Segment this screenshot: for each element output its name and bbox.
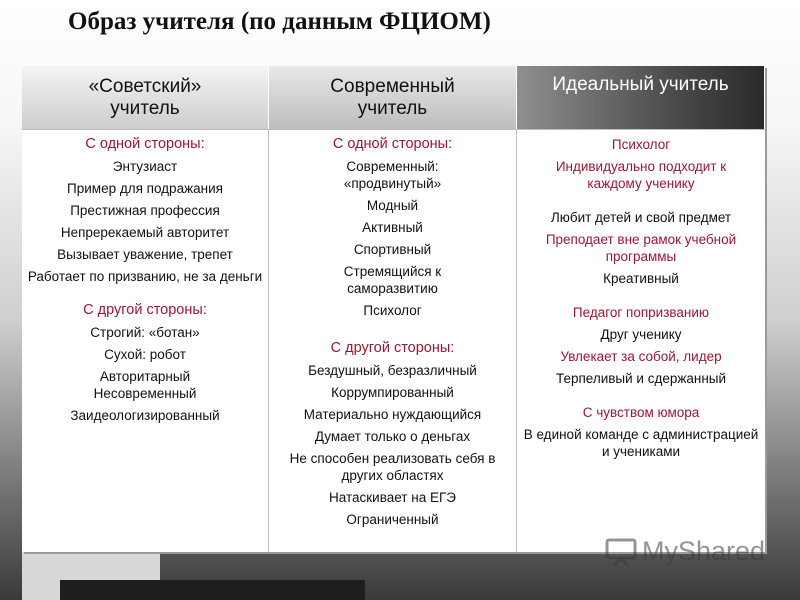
list-item: Современный: «продвинутый» xyxy=(343,159,442,191)
list-item: Вызывает уважение, трепет xyxy=(57,247,233,262)
decor-block-dark xyxy=(60,580,365,600)
list-item: Заидеологизированный xyxy=(70,408,220,423)
list-item: Натаскивает на ЕГЭ xyxy=(329,490,456,505)
header-modern-teacher xyxy=(269,66,517,129)
list-item: Психолог xyxy=(611,137,671,152)
list-item: Терпеливый и сдержанный xyxy=(555,371,727,386)
list-item: Пример для подражания xyxy=(67,181,223,196)
list-item: Ограниченный xyxy=(346,512,439,527)
list-item: Преподает вне рамок учебной программы xyxy=(545,232,737,264)
header-line: «Советский» xyxy=(88,75,202,97)
column-modern xyxy=(269,129,517,552)
list-item: Педагог попризванию xyxy=(572,305,710,320)
list-item: Сухой: робот xyxy=(104,347,186,362)
list-item: Стремящийся к саморазвитию xyxy=(343,264,442,296)
list-item: Модный xyxy=(366,198,419,213)
list-item: В единой команде с администрацией и учениками xyxy=(523,427,759,459)
page-title: Образ учителя (по данным ФЦИОМ) xyxy=(68,8,491,35)
watermark-logo xyxy=(604,536,765,567)
list-item: Непререкаемый авторитет xyxy=(60,225,230,240)
header-line: Современный xyxy=(330,75,455,97)
list-item: С чувством юмора xyxy=(582,405,700,420)
list-item: Друг ученику xyxy=(600,327,682,342)
list-item: Увлекает за собой, лидер xyxy=(560,349,722,364)
section-other-side: С другой стороны: xyxy=(330,340,455,356)
list-item: Авторитарный Несовременный xyxy=(93,369,197,401)
column-ideal xyxy=(517,129,765,552)
header-soviet-teacher xyxy=(22,66,269,129)
list-item: Активный xyxy=(362,220,423,235)
list-item: Спортивный xyxy=(353,242,432,257)
list-item: Любит детей и свой предмет xyxy=(550,210,732,225)
header-line: учитель xyxy=(357,97,428,119)
watermark-text: MyShared xyxy=(642,536,766,566)
comparison-table xyxy=(22,66,765,552)
list-item: Думает только о деньгах xyxy=(314,429,471,444)
column-soviet xyxy=(22,129,269,552)
header-line: Идеальный учитель xyxy=(552,74,729,95)
section-other-side: С другой стороны: xyxy=(83,302,207,318)
list-item: Престижная профессия xyxy=(70,203,220,218)
header-line: учитель xyxy=(110,97,180,119)
list-item: Индивидуально подходит к каждому ученику xyxy=(555,159,727,191)
list-item: Энтузиаст xyxy=(112,159,178,174)
section-one-side: С одной стороны: xyxy=(85,136,205,152)
list-item: Не способен реализовать себя в других областях xyxy=(289,451,496,483)
list-item: Материально нуждающийся xyxy=(303,407,482,422)
list-item: Психолог xyxy=(363,303,422,318)
presentation-board-icon xyxy=(604,537,638,567)
list-item: Коррумпированный xyxy=(331,385,454,400)
list-item: Строгий: «ботан» xyxy=(90,325,200,340)
list-item: Креативный xyxy=(603,271,679,286)
list-item: Работает по призванию, не за деньги xyxy=(27,269,263,284)
list-item: Бездушный, безразличный xyxy=(308,363,477,378)
header-ideal-teacher xyxy=(517,66,765,129)
section-one-side: С одной стороны: xyxy=(332,136,453,152)
